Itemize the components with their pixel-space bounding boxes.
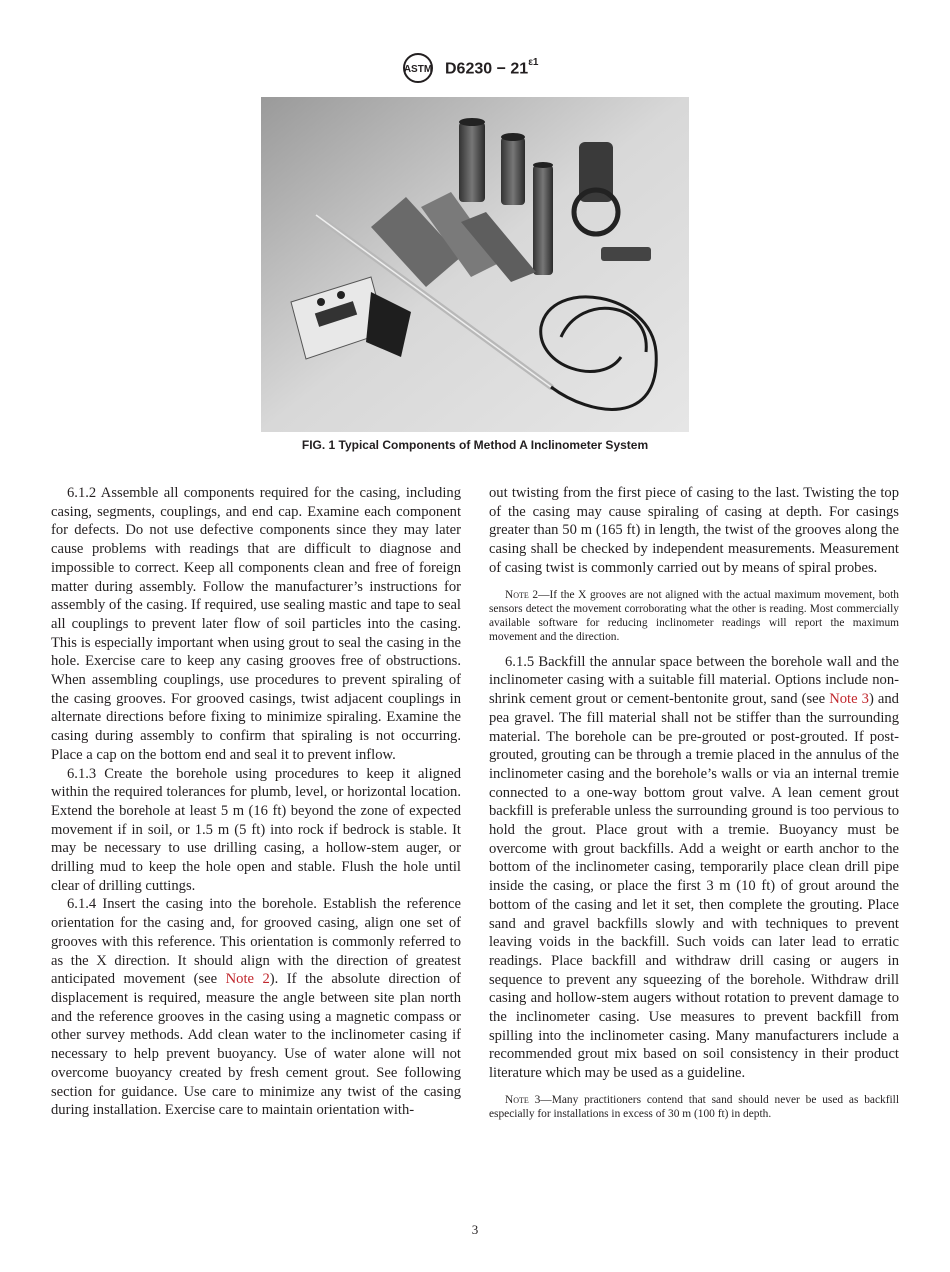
page-header bbox=[0, 50, 950, 86]
note-3-link[interactable]: Note 3 bbox=[829, 691, 869, 708]
right-column bbox=[489, 484, 899, 1129]
note-3: Note 3—Many practitioners contend that sand should never be used as backfill especially for installations in excess of 30 m (100 ft) in depth. bbox=[489, 1093, 899, 1121]
paragraph-6-1-4-continued: out twisting from the first piece of casing to the last. Twisting the top of the casing may cause spiraling of casing at depth. For casings greater than 50 m (165 ft) in length, the twist of the grooves along the casing shall be checked by independent measurements. Measurement of casing twist is commonly carried out by means of spiral probes. bbox=[489, 485, 899, 576]
note-2-link[interactable]: Note 2 bbox=[225, 971, 270, 988]
page-number: 3 bbox=[471, 1222, 479, 1237]
figure-caption: FIG. 1 Typical Components of Method A Inclinometer System bbox=[301, 438, 649, 452]
paragraph-6-1-4: 6.1.4 Insert the casing into the borehole. Establish the reference orientation for the casing and, for grooved casing, align one set of grooves with this reference. This orientation is commonly referred to as the X direction. It should align with the direction of greatest anticipated movement (see Note 2). If the absolute direction of displacement is required, measure the angle between site plan north and the reference grooves in the casing using a magnetic compass or other survey methods. Add clean water to the inclinometer casing if necessary to help prevent buoyancy. Use of water alone will not overcome buoyancy created by fresh cement grout. See following section for guidance. Use care to minimize any twist of the casing during installation. Exercise care to maintain orientation with- bbox=[51, 896, 461, 1119]
figure-photo bbox=[261, 97, 689, 432]
left-column bbox=[51, 484, 461, 1120]
astm-logo-icon bbox=[400, 52, 436, 84]
paragraph-6-1-5: 6.1.5 Backfill the annular space between the borehole wall and the inclinometer casing with a suitable fill material. Options include non-shrink cement grout or cement-bentonite grout, sand (see Note 3) and pea gravel. The fill material shall not be stiffer than the surrounding material. The borehole can be pre-grouted or post-grouted. If post-grouted, grouting can be through a tremie placed in the annulus of the inclinometer casing and the borehole’s walls or via an internal tremie connected to a one-way bottom grout valve. A lean cement grout backfill is preferable unless the surrounding ground is too pervious to hold the grout. Place grout with a tremie. Buoyancy must be overcome with grout backfills. Add a weight or earth anchor to the bottom of the inclinometer casing, temporarily place clean drill pipe inside the casing, or place the first 3 m (10 ft) of grout around the bottom of the casing and let it set, then complete the grouting. Place sand and gravel backfills slowly and with techniques to prevent leaving voids in the backfill. Such voids can later lead to erratic readings. Place backfill and withdraw drill casing or augers in sequence to prevent any squeezing of the borehole. Withdraw drill casing and hollow-stem augers without rotation to prevent damage to the inclinometer casing. Use measures to prevent backfill from spilling into the inclinometer casing. Many manufacturers include a recommended grout mix based on soil consistency in their product literature which may be used as a guideline. bbox=[489, 653, 899, 1082]
paragraph-6-1-3: 6.1.3 Create the borehole using procedures to keep it aligned within the required tolerances for plumb, level, or horizontal location. Extend the borehole at least 5 m (16 ft) beyond the zone of expected movement if in soil, or 1.5 m (5 ft) into rock if bedrock is stable. It may be necessary to use drilling casing, a hollow-stem auger, or drilling mud to keep the hole open and stable. Flush the hole until clear of drilling cuttings. bbox=[51, 765, 461, 894]
paragraph-6-1-2: 6.1.2 Assemble all components required for the casing, including casing, segments, couplings, and end cap. Examine each component for defects. Do not use defective components since they may later cause problems with readings that are difficult to diagnose and impossible to correct. Keep all components clean and free of foreign matter during assembly. Follow the manufacturer’s instructions for assembly of the casing. If required, use sealing mastic and tape to seal all couplings to prevent later flow of soil particles into the casing. This is especially important when using grout to seal the casing in the hole. Exercise care to keep any casing grooves free of obstructions. When assembling couplings, use procedures to prevent spiraling of the casing grooves. For grooved casings, twist adjacent couplings in alternate directions before fixing to minimize spiraling. Examine the casing during assembly to confirm that spiraling is not occurring. Place a cap on the bottom end and seal it to prevent inflow. bbox=[51, 485, 461, 763]
note-2: Note 2—If the X grooves are not aligned with the actual maximum movement, both sensors detect the movement corroborating what the other is reading. Most commercially available software for reducing inclinometer readings will report the maximum movement and the direction. bbox=[489, 588, 899, 644]
standard-designation: $D6230 - 21^{\varepsilon 1}$ bbox=[445, 57, 539, 78]
svg-text:ASTM: ASTM bbox=[403, 64, 433, 75]
